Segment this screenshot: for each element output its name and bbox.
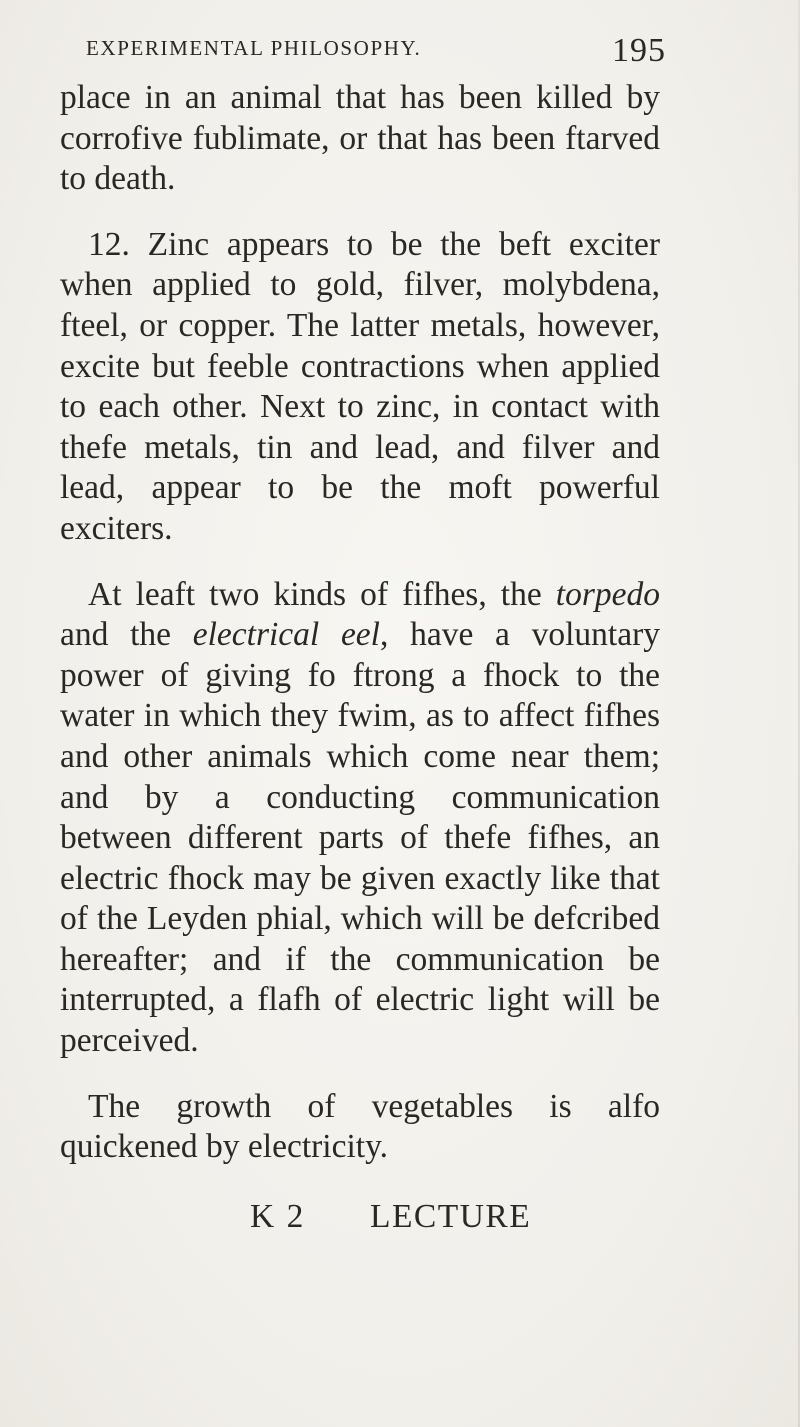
paragraph-continued: place in an animal that has been killed by corrofive fublimate, or that has been ftarved to death.	[60, 79, 660, 198]
running-head: EXPERIMENTAL PHILOSOPHY.	[86, 36, 422, 60]
paragraph-fishes-text-2: and the	[60, 616, 193, 654]
page-number: 195	[612, 32, 666, 69]
paragraph-zinc: 12. Zinc appears to be the beft exciter when applied to gold, filver, molybdena, fteel, or copper. The latter metals, however, excite but feeble contractions when applied to each other. Next to zinc, in contact with thefe metals, tin and lead, and filver and lead, appear to be the moft powerful exciters.	[60, 225, 660, 547]
signature-mark: K 2	[250, 1198, 306, 1235]
paragraph-vegetables: The growth of vegetables is alfo quickened by electricity.	[60, 1087, 660, 1166]
paragraph-fishes-text-3: , have a voluntary power of giving fo ftrong a fhock to the water in which they fwim, as to affect fifhes and other animals which come near them; and by a conducting communication between different parts of thefe fifhes, an electric fhock may be given exactly like that of the Leyden phial, which will be defcribed hereafter; and if the communication be interrupted, a flafh of electric light will be perceived.	[60, 616, 661, 1060]
paragraph-fishes-text-1: At leaft two kinds of fifhes, the	[88, 575, 556, 613]
body-text	[60, 78, 660, 1168]
catchword: LECTURE	[370, 1198, 532, 1235]
page-footer	[60, 1198, 660, 1238]
page-header	[86, 32, 666, 76]
italic-term-torpedo: torpedo	[555, 575, 660, 613]
paragraph-electric-fishes	[60, 575, 660, 1062]
italic-term-electrical-eel: electrical eel	[192, 616, 380, 654]
